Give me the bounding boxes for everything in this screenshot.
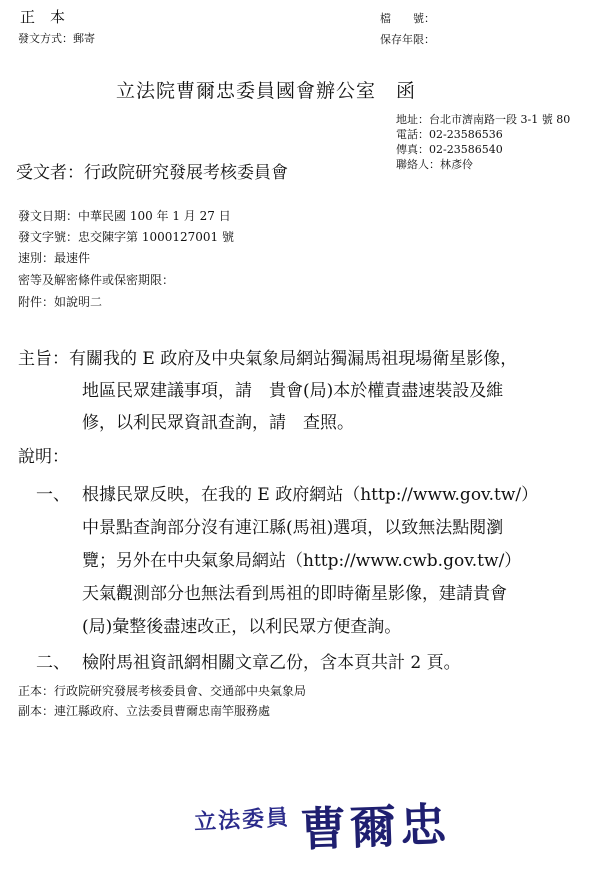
attachment: 附件：如說明二 — [18, 295, 103, 309]
stamp-title: 立法委員 — [193, 804, 291, 836]
copy-type: 正 本 — [20, 8, 66, 26]
recipient: 受文者：行政院研究發展考核委員會 — [16, 163, 288, 183]
dispatch-date: 發文日期：中華民國 100 年 1 月 27 日 — [18, 209, 231, 223]
reference-number: 發文字號：忠交陳字第 1000127001 號 — [18, 230, 234, 244]
security-level: 密等及解密條件或保密期限： — [18, 273, 175, 287]
legislator-signature-stamp — [180, 785, 480, 865]
address: 地址：台北市濟南路一段 3-1 號 80 — [396, 113, 571, 126]
item-1-line-2: 中景點查詢部分沒有連江縣(馬祖)選項，以致無法點閱瀏 — [82, 518, 504, 538]
original-recipients: 正本：行政院研究發展考核委員會、交通部中央氣象局 — [18, 684, 307, 698]
file-number: 檔 號： — [380, 12, 435, 25]
phone: 電話：02-23586536 — [396, 128, 503, 141]
copy-recipients: 副本：連江縣政府、立法委員曹爾忠南竿服務處 — [18, 704, 271, 718]
subject-line-3: 修，以利民眾資訊查詢，請 查照。 — [82, 413, 354, 433]
item-1-line-3: 覽；另外在中央氣象局網站（http://www.cwb.gov.tw/） — [82, 551, 522, 571]
item-1-line-4: 天氣觀測部分也無法看到馬祖的即時衛星影像，建請貴會 — [82, 584, 507, 604]
item-2-number: 二、 — [36, 653, 70, 673]
fax: 傳真：02-23586540 — [396, 143, 503, 156]
dispatch-method: 發文方式：郵寄 — [18, 32, 95, 45]
item-1-line-5: (局)彙整後盡速改正，以利民眾方便查詢。 — [82, 617, 402, 637]
item-2-line-1: 檢附馬祖資訊網相關文章乙份，含本頁共計 2 頁。 — [82, 653, 461, 673]
explanation-label: 說明： — [18, 447, 69, 467]
item-1-line-1: 根據民眾反映，在我的 E 政府網站（http://www.gov.tw/） — [82, 485, 539, 505]
stamp-name: 曹爾忠 — [299, 797, 452, 857]
contact-person: 聯絡人：林彥伶 — [396, 158, 473, 171]
subject-line-1: 主旨：有關我的 E 政府及中央氣象局網站獨漏馬祖現場衛星影像， — [18, 349, 518, 369]
retention-period: 保存年限： — [380, 33, 435, 46]
document-title: 立法院曹爾忠委員國會辦公室 函 — [116, 80, 417, 102]
speed: 速別：最速件 — [18, 251, 91, 265]
subject-line-2: 地區民眾建議事項，請 貴會(局)本於權責盡速裝設及維 — [82, 381, 504, 401]
item-1-number: 一、 — [36, 485, 70, 505]
